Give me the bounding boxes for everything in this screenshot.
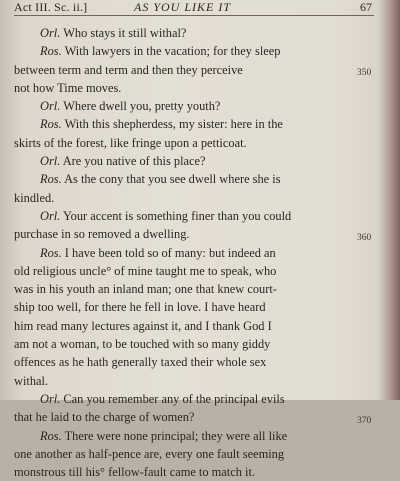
speech-text: was in his youth an inland man; one that knew court-	[14, 282, 277, 297]
speech-text: am not a woman, to be touched with so many giddy	[14, 337, 271, 352]
speaker-name: Orl.	[40, 208, 61, 223]
text-line	[14, 170, 372, 188]
speech-text: old religious uncle° of mine taught me to speak, who	[14, 263, 277, 278]
text-line	[14, 280, 372, 298]
text-line	[14, 42, 372, 60]
page-edge-shadow	[378, 0, 400, 400]
text-line	[14, 390, 372, 408]
text-line	[14, 152, 372, 170]
text-line	[14, 61, 372, 79]
text-line	[14, 134, 372, 152]
speech-text: kindled.	[14, 190, 55, 205]
speaker-name: Ros.	[40, 245, 62, 260]
speaker-name: Ros.	[40, 428, 62, 443]
speech-text: ship too well, for there he fell in love. I have heard	[14, 300, 266, 315]
speech-text: There were none principal; they were all like	[64, 428, 288, 443]
text-line	[14, 262, 372, 280]
text-line	[14, 225, 372, 243]
speech-text: Your accent is something finer than you could	[62, 208, 292, 223]
speaker-name: Orl.	[40, 154, 61, 169]
speech-text: With this shepherdess, my sister: here in the	[64, 117, 283, 132]
text-line	[14, 427, 372, 445]
speech-text: one another as half-pence are, every one fault seeming	[14, 446, 285, 461]
line-number: 370	[357, 416, 372, 426]
speaker-name: Ros.	[40, 172, 62, 187]
text-line	[14, 353, 372, 371]
play-text	[14, 24, 372, 481]
speech-text: With lawyers in the vacation; for they sleep	[64, 44, 281, 59]
speaker-name: Ros.	[40, 44, 62, 59]
text-line	[14, 298, 372, 316]
text-line	[14, 97, 372, 115]
speech-text: Where dwell you, pretty youth?	[63, 99, 221, 114]
act-scene-reference: Act III. Sc. ii.]	[14, 0, 88, 14]
speech-text: Who stays it still withal?	[63, 26, 187, 40]
speech-text: between term and term and then they perceive	[14, 62, 243, 77]
text-line	[14, 24, 372, 42]
text-line	[14, 463, 372, 481]
text-line	[14, 335, 372, 353]
speech-text: monstrous till his° fellow-fault came to match it.	[14, 465, 256, 480]
text-line	[14, 79, 372, 97]
text-line	[14, 189, 372, 207]
text-line	[14, 445, 372, 463]
text-line	[14, 317, 372, 335]
line-number: 360	[357, 233, 372, 243]
text-line	[14, 408, 372, 426]
text-line	[14, 244, 372, 262]
speaker-name: Ros.	[40, 117, 62, 132]
page-number: 67	[360, 0, 372, 14]
speaker-name: Orl.	[40, 391, 61, 406]
text-line	[14, 207, 372, 225]
speech-text: withal.	[14, 373, 49, 388]
book-title: AS YOU LIKE IT	[134, 0, 232, 14]
text-line	[14, 372, 372, 390]
speech-text: Are you native of this place?	[62, 154, 206, 169]
speech-text: that he laid to the charge of women?	[14, 410, 195, 425]
speech-text: skirts of the forest, like fringe upon a petticoat.	[14, 135, 247, 150]
speech-text: not how Time moves.	[14, 80, 122, 95]
speaker-name: Orl.	[40, 26, 61, 40]
speaker-name: Orl.	[40, 99, 61, 114]
speech-text: As the cony that you see dwell where she is	[64, 172, 281, 187]
speech-text: I have been told so of many: but indeed an	[64, 245, 276, 260]
text-line	[14, 115, 372, 133]
line-number: 350	[357, 68, 372, 78]
speech-text: him read many lectures against it, and I thank God I	[14, 318, 272, 333]
speech-text: Can you remember any of the principal evils	[63, 391, 285, 406]
running-header	[14, 1, 374, 16]
speech-text: purchase in so removed a dwelling.	[14, 227, 190, 242]
speech-text: offences as he hath generally taxed their whole sex	[14, 355, 267, 370]
